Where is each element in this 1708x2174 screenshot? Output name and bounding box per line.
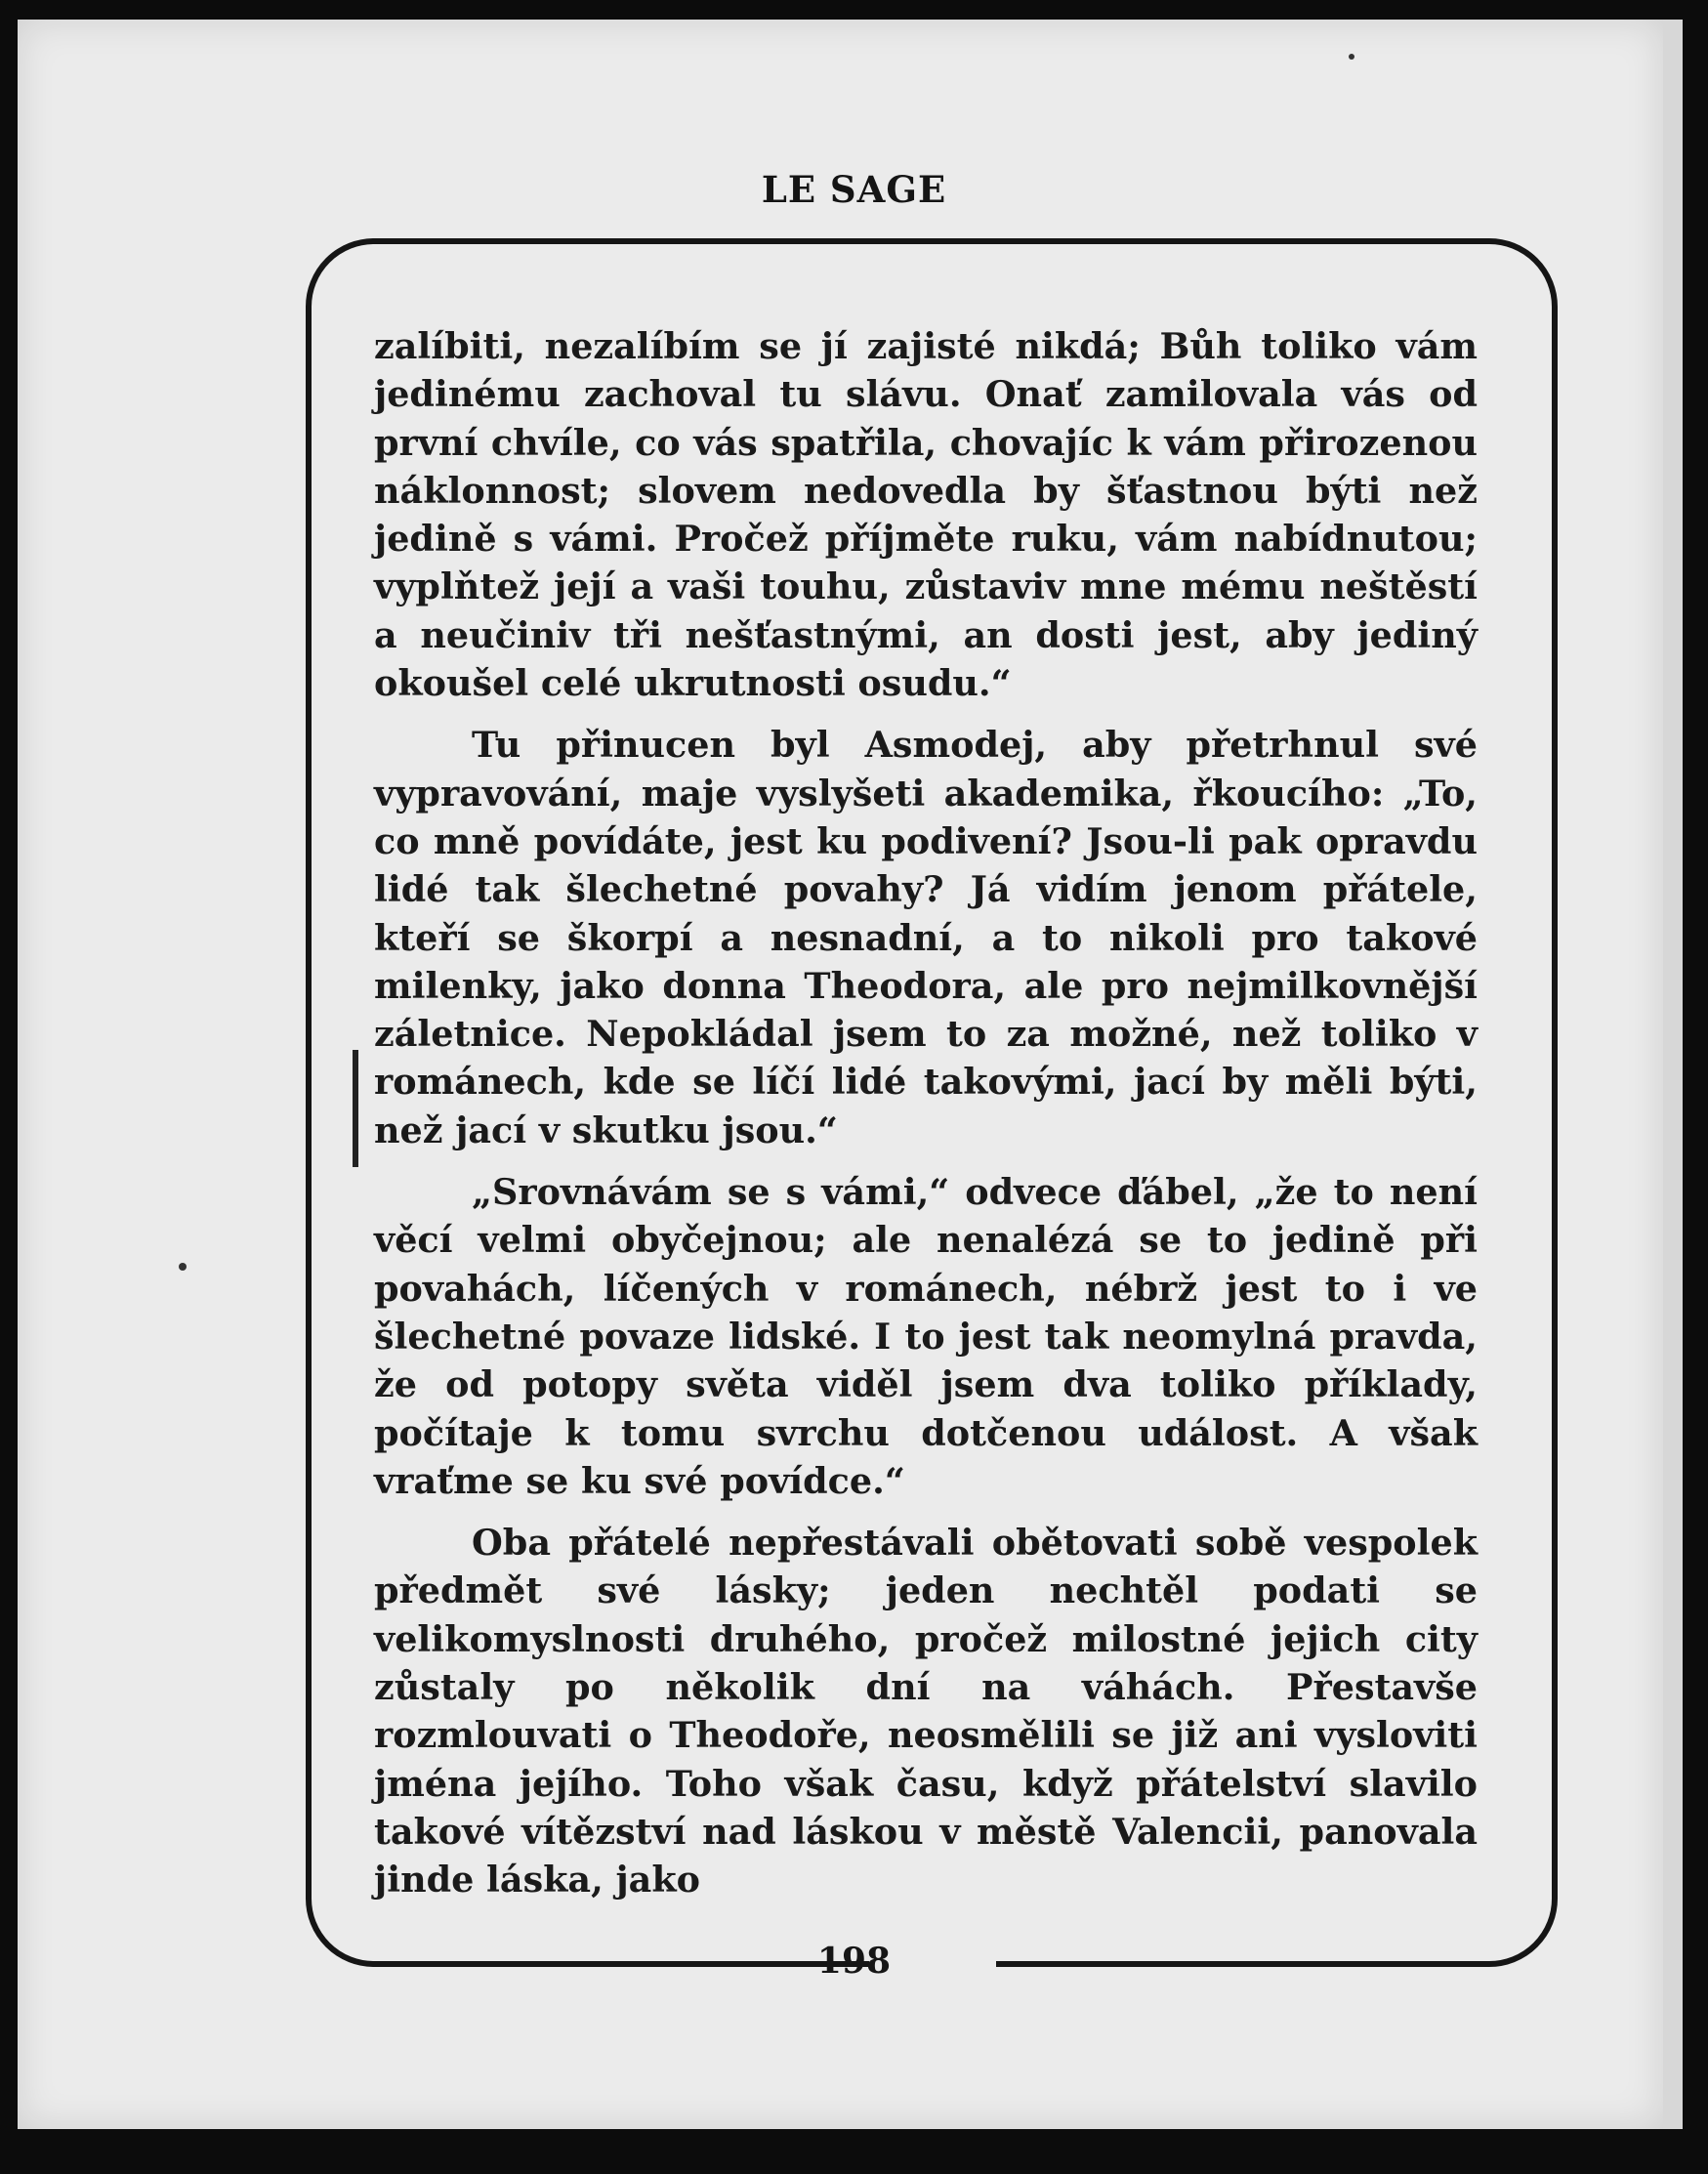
- running-header: LE SAGE: [761, 168, 947, 211]
- page-edge: [1663, 20, 1683, 2129]
- paragraph-4: Oba přátelé nepřestávali obětovati sobě vespolek předmět své lásky; jeden nechtěl podati se velikomyslnosti druhého, pročež milostné jejich city zůstaly po několik dní na váhách. Přestavše rozmlouvati o Theodoře, neosmělili se již ani vysloviti jména jejího. Toho však času, když přátelství slavilo takové vítězství nad láskou v městě Valencii, panovala jinde láska, jako: [374, 1522, 1478, 1902]
- paragraph-2: Tu přinucen byl Asmodej, aby přetrhnul své vypravování, maje vyslyšeti akademika, řkoucího: „To, co mně povídáte, jest ku podivení? Jsou-li pak opravdu lidé tak šlechetné povahy? Já vidím jenom přátele, kteří se škorpí a nesnadní, a to nikoli pro takové milenky, jako donna Theodora, ale pro nejmilkovnější záletnice. Nepokládal jsem to za možné, než toliko v románech, kde se líčí lidé takovými, jací by měli býti, než jací v skutku jsou.“: [374, 724, 1478, 1151]
- page-number: 198: [816, 1941, 892, 1982]
- paragraph-3: „Srovnávám se s vámi,“ odvece ďábel, „že to není věcí velmi obyčejnou; ale nenalézá se to jedině při povahách, líčených v románech, nébrž jest to i ve šlechetné povaze lidské. I to jest tak neomylná pravda, že od potopy světa viděl jsem dva toliko příklady, počítaje k tomu svrchu dotčenou událost. A však vraťme se ku své povídce.“: [374, 1171, 1478, 1502]
- body-text: [374, 322, 1478, 1918]
- speck-mark: [1349, 54, 1354, 60]
- paragraph-1: zalíbiti, nezalíbím se jí zajisté nikdá; Bůh toliko vám jedinému zachoval tu slávu. Onať zamilovala vás od první chvíle, co vás spatřila, chovajíc k vám přirozenou náklonnost; slovem nedovedla by šťastnou býti než jedině s vámi. Pročež příjměte ruku, vám nabídnutou; vyplňtež její a vaši touhu, zůstaviv mne mému neštěstí a neučiniv tři nešťastnými, an dosti jest, aby jediný okoušel celé ukrutnosti osudu.“: [374, 325, 1478, 705]
- margin-line-mark: [353, 1050, 358, 1167]
- speck-mark: [179, 1263, 187, 1271]
